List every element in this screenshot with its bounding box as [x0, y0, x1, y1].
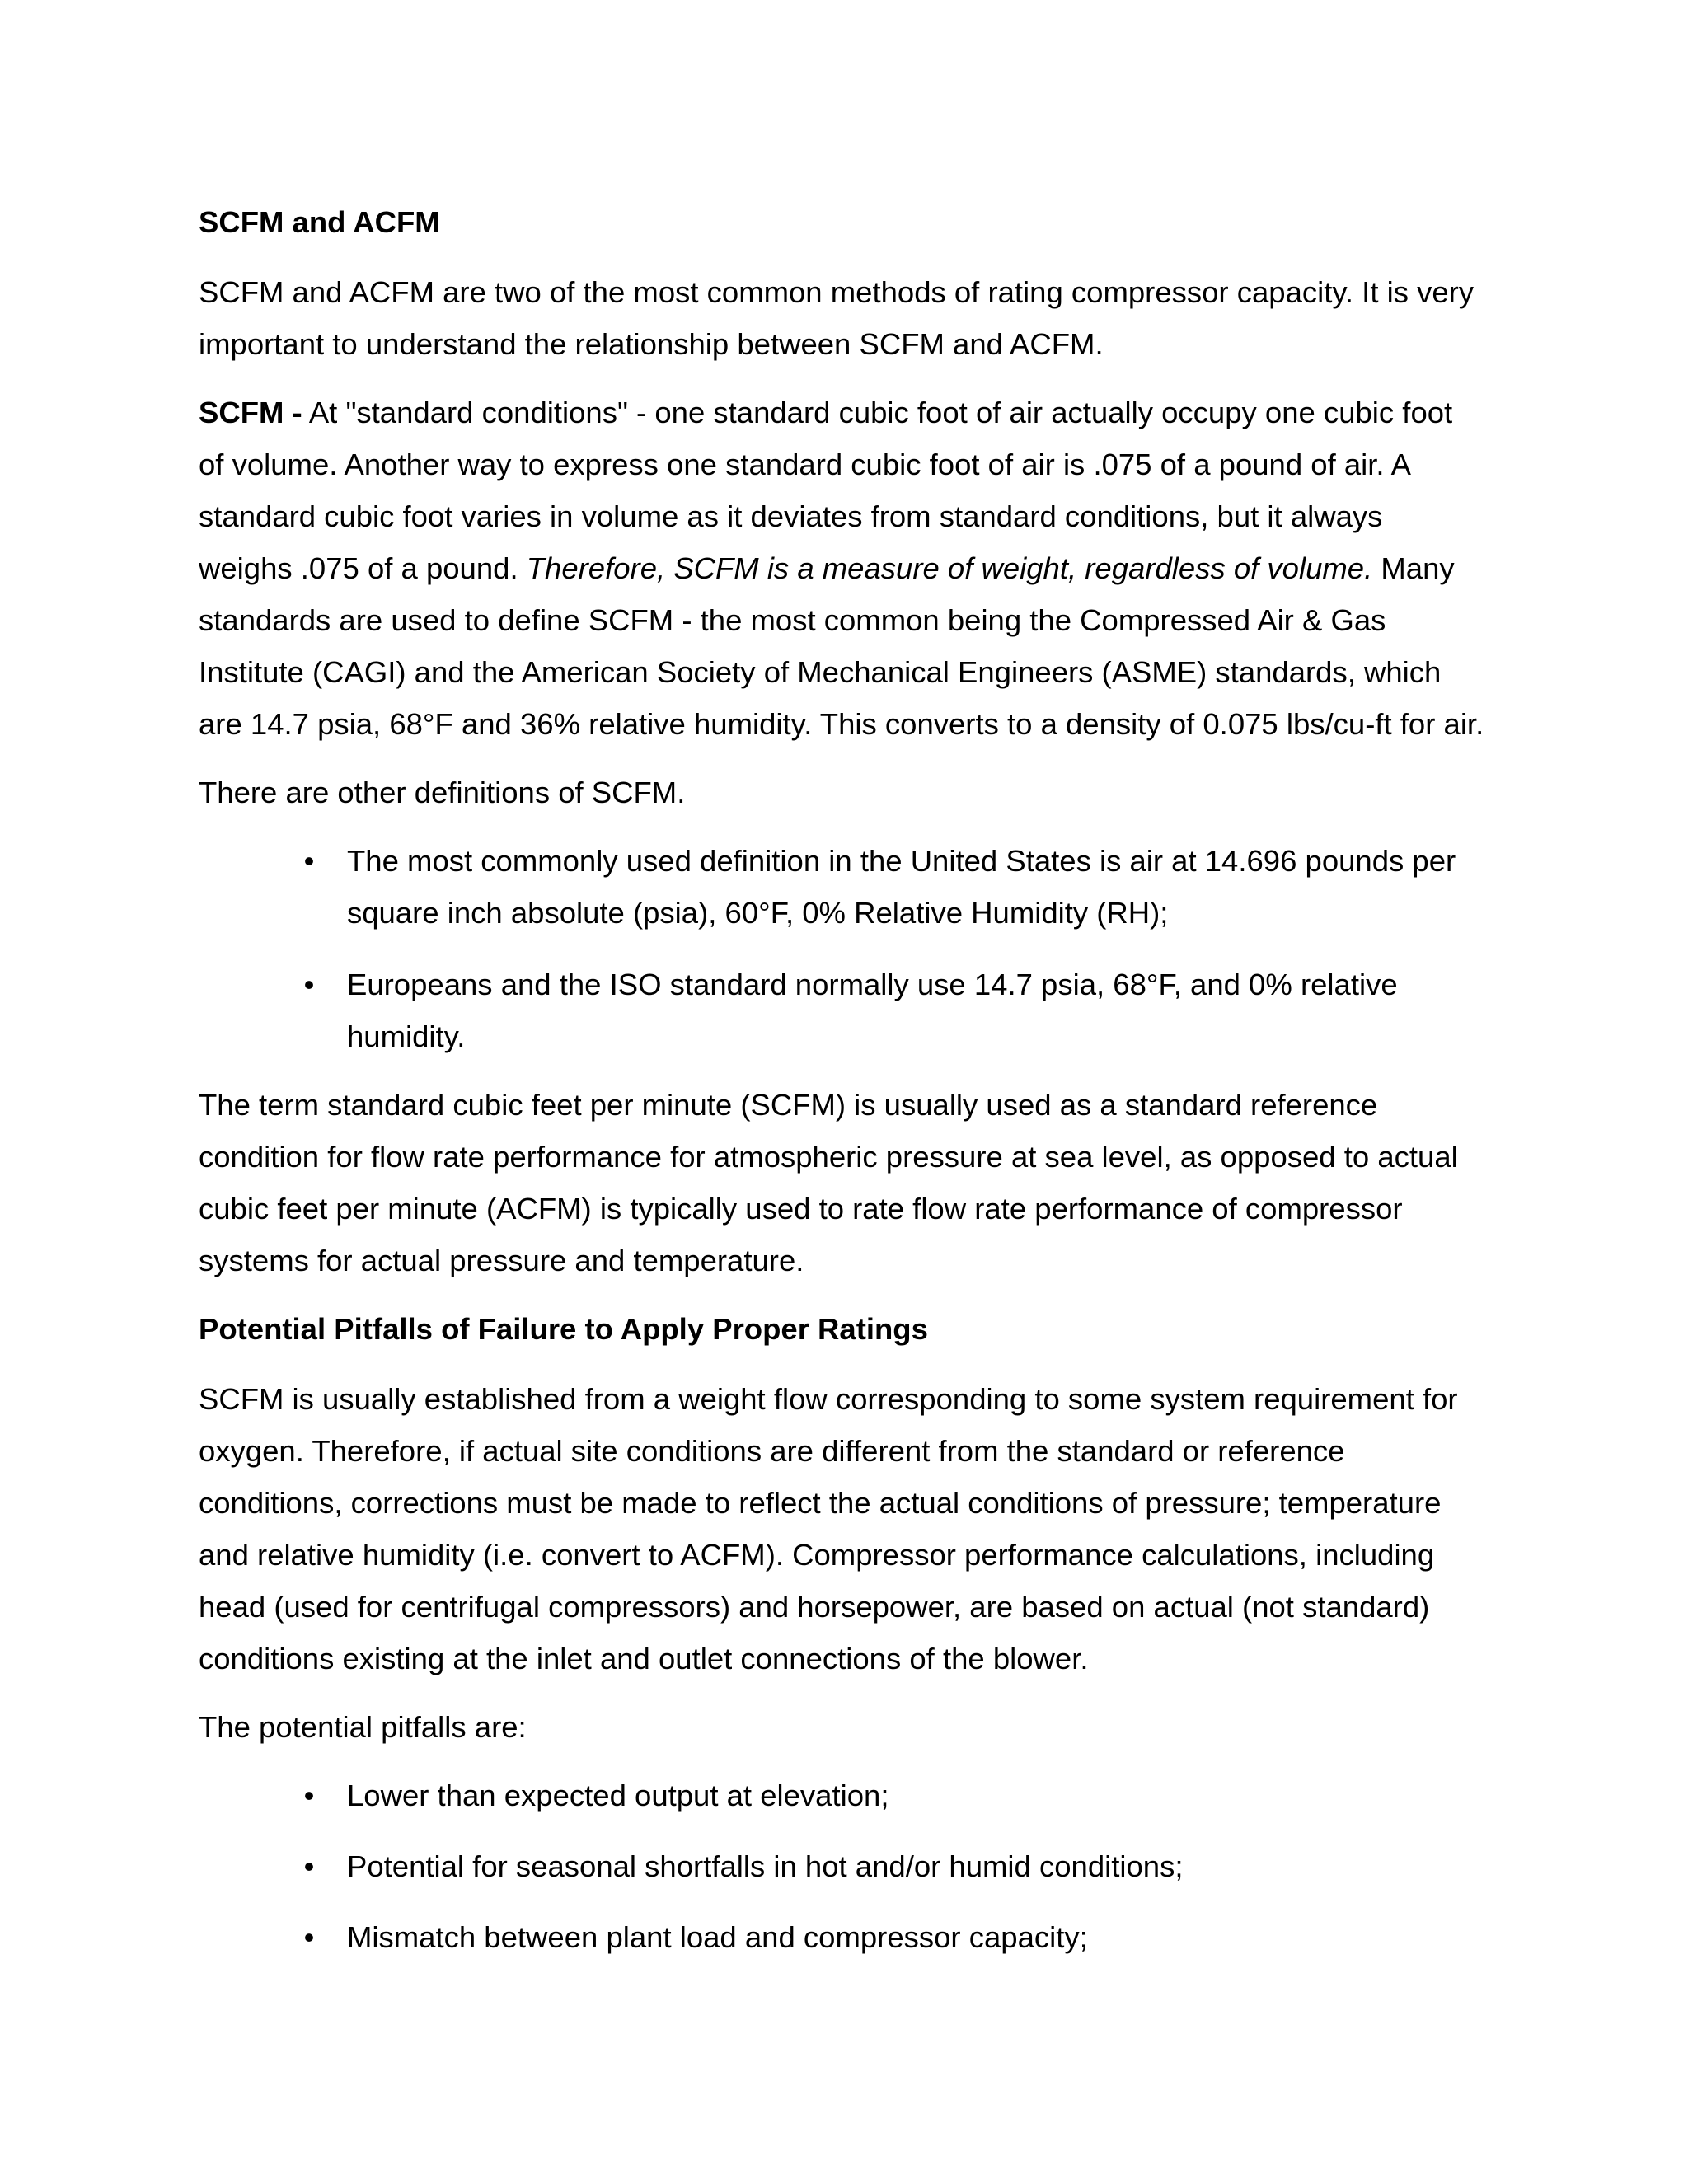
list-item [199, 958, 1484, 1062]
document-body [199, 196, 1484, 1982]
scfm-text-part-2: Many standards are used to define SCFM - the most common being the Compressed Air & Gas Institute (CAGI) and the American Society of Mechanical Engineers (ASME) standards, which are 14.7 psia, 68°F and 36% relative humidity. This converts to a density of 0.075 lbs/cu-ft for air. [199, 551, 1484, 741]
list-item [199, 1840, 1484, 1892]
intro-paragraph: SCFM and ACFM are two of the most common methods of rating compressor capacity. It is very important to understand the relationship between SCFM and ACFM. [199, 275, 1475, 361]
bullet-icon: • [303, 1849, 315, 1883]
scfm-label: SCFM - [199, 396, 302, 429]
pitfall-text: Potential for seasonal shortfalls in hot and/or humid conditions; [347, 1849, 1184, 1883]
section-heading-pitfalls: Potential Pitfalls of Failure to Apply Proper Ratings [199, 1312, 928, 1346]
list-item [199, 1769, 1484, 1821]
definitions-list [199, 835, 1484, 1062]
pitfall-text: Mismatch between plant load and compressor capacity; [347, 1920, 1088, 1954]
term-paragraph: The term standard cubic feet per minute (SCFM) is usually used as a standard reference condition for flow rate performance for atmospheric pressure at sea level, as opposed to actual cubic feet per minute (ACFM) is typically used to rate flow rate performance of compressor systems for actual pressure and temperature. [199, 1088, 1458, 1277]
section-heading-scfm-acfm: SCFM and ACFM [199, 205, 440, 239]
bullet-icon: • [303, 1779, 315, 1812]
pitfall-text: Lower than expected output at elevation; [347, 1779, 889, 1812]
list-item [199, 1911, 1484, 1963]
definition-text: The most commonly used definition in the United States is air at 14.696 pounds per square inch absolute (psia), 60°F, 0% Relative Humidity (RH); [347, 844, 1456, 930]
scfm-text-part-1: At "standard conditions" - one standard cubic foot of air actually occupy one cubic foot of volume. Another way to express one standard cubic foot of air is .075 of a pound of air. A standard cubic foot varies in volume as it deviates from standard conditions, but it always weighs .075 of a pound. [199, 396, 1453, 585]
bullet-icon: • [303, 968, 315, 1001]
bullet-icon: • [303, 1920, 315, 1954]
bullet-icon: • [303, 844, 315, 878]
pitfalls-list [199, 1769, 1484, 1963]
scfm-italic-statement: Therefore, SCFM is a measure of weight, regardless of volume. [526, 551, 1373, 585]
list-item [199, 835, 1484, 939]
pitfalls-explanation-paragraph: SCFM is usually established from a weight flow corresponding to some system requirement for oxygen. Therefore, if actual site conditions are different from the standard or reference conditions, corrections must be made to reflect the actual conditions of pressure; temperature and relative humidity (i.e. convert to ACFM). Compressor performance calculations, including head (used for centrifugal compressors) and horsepower, are based on actual (not standard) conditions existing at the inlet and outlet connections of the blower. [199, 1382, 1458, 1675]
other-definitions-intro: There are other definitions of SCFM. [199, 776, 686, 809]
definition-text: Europeans and the ISO standard normally use 14.7 psia, 68°F, and 0% relative humidity. [347, 968, 1398, 1053]
pitfalls-intro: The potential pitfalls are: [199, 1710, 527, 1744]
scfm-definition-paragraph [199, 387, 1484, 750]
